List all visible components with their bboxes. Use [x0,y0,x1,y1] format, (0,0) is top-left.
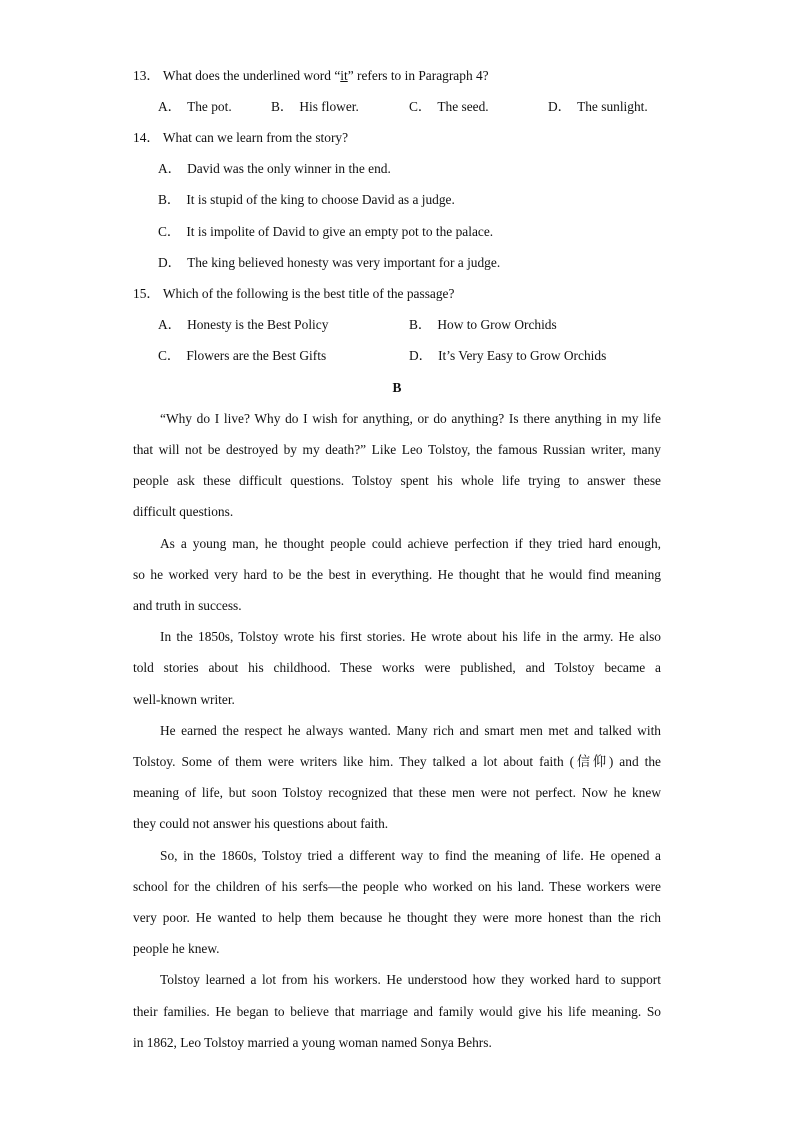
question-stem-before: What does the underlined word “ [162,68,341,83]
paragraph-6-line-1: Tolstoy learned a lot from his workers. He understood how they worked hard to support [160,972,661,987]
paragraph-1-line-3: people ask these difficult questions. Tolstoy spent his whole life trying to answer these [133,473,661,488]
question-stem: What can we learn from the story? [162,130,349,145]
question-number: 13 [133,68,147,83]
question-14-stem: 14． What can we learn from the story? [133,130,349,145]
question-13-option-d: D． The sunlight. [548,99,648,114]
section-title: B [392,380,402,395]
paragraph-1-line-1: “Why do I live? Why do I wish for anything, or do anything? Is there anything in my life [160,411,661,426]
paragraph-2-line-3: and truth in success. [133,598,242,613]
paragraph-4-line-3: meaning of life, but soon Tolstoy recognized that these men were not perfect. Now he knew [133,785,661,800]
paragraph-6-line-2: their families. He began to believe that marriage and family would give his life meaning. So [133,1004,661,1019]
question-14-option-a: A． David was the only winner in the end. [158,161,391,176]
underlined-word: it [340,68,348,83]
question-15-option-d: D． It’s Very Easy to Grow Orchids [409,348,607,363]
paragraph-5-line-4: people he knew. [133,941,220,956]
question-13-option-b: B． His flower. [271,99,359,114]
paragraph-6-line-3: in 1862, Leo Tolstoy married a young woman named Sonya Behrs. [133,1035,492,1050]
paragraph-4-line-2: Tolstoy. Some of them were writers like him. They talked a lot about faith (信仰) and the [133,754,661,769]
question-14-option-d: D． The king believed honesty was very important for a judge. [158,255,501,270]
paragraph-2-line-2: so he worked very hard to be the best in everything. He thought that he would find meaning [133,567,661,582]
question-15-option-b: B． How to Grow Orchids [409,317,557,332]
paragraph-1-line-4: difficult questions. [133,504,234,519]
question-15-option-c: C． Flowers are the Best Gifts [158,348,327,363]
question-15-option-a: A． Honesty is the Best Policy [158,317,329,332]
paragraph-2-line-1: As a young man, he thought people could achieve perfection if they tried hard enough, [160,536,661,551]
paragraph-3-line-1: In the 1850s, Tolstoy wrote his first stories. He wrote about his life in the army. He also [160,629,661,644]
paragraph-5-line-3: very poor. He wanted to help them because he thought they were more honest than the rich [133,910,661,925]
question-15-stem: 15． Which of the following is the best title of the passage? [133,286,455,301]
paragraph-3-line-2: told stories about his childhood. These works were published, and Tolstoy became a [133,660,661,675]
question-number: 14 [133,130,147,145]
paragraph-5-line-2: school for the children of his serfs—the people who worked on his land. These workers were [133,879,661,894]
paragraph-4-line-4: they could not answer his questions about faith. [133,816,389,831]
paragraph-1-line-2: that will not be destroyed by my death?” Like Leo Tolstoy, the famous Russian writer, many [133,442,661,457]
paragraph-4-line-1: He earned the respect he always wanted. Many rich and smart men met and talked with [160,723,661,738]
question-14-option-c: C． It is impolite of David to give an empty pot to the palace. [158,224,494,239]
paragraph-3-line-3: well-known writer. [133,692,235,707]
question-14-option-b: B． It is stupid of the king to choose David as a judge. [158,192,455,207]
paragraph-5-line-1: So, in the 1860s, Tolstoy tried a different way to find the meaning of life. He opened a [160,848,661,863]
question-number: 15 [133,286,147,301]
question-13-stem: 13． What does the underlined word “it” refers to in Paragraph 4? [133,68,489,83]
question-13-option-c: C． The seed. [409,99,489,114]
question-stem-after: ” refers to in Paragraph 4? [347,68,489,83]
question-13-option-a: A． The pot. [158,99,232,114]
question-stem: Which of the following is the best title of the passage? [162,286,455,301]
